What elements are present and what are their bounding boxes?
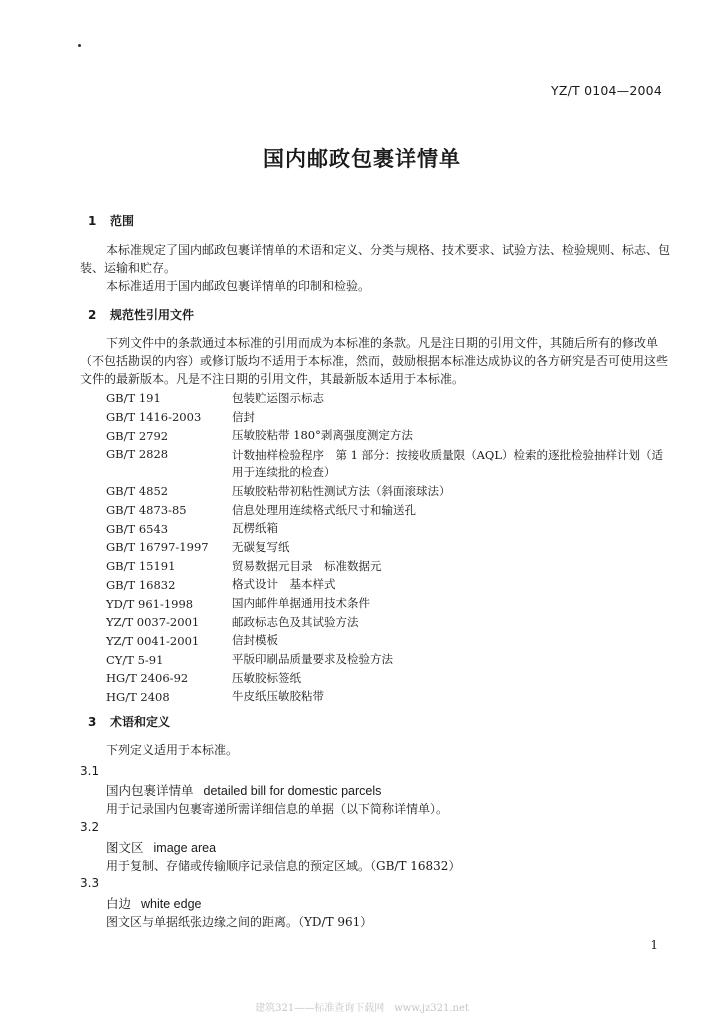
section-number: 2 (88, 308, 97, 322)
section-1-paragraph-1: 本标准规定了国内邮政包裹详情单的术语和定义、分类与规格、技术要求、试验方法、检验规则、标志、包装、运输和贮存。 (80, 243, 671, 275)
reference-title: 邮政标志色及其试验方法 (232, 614, 359, 629)
reference-row (106, 426, 666, 445)
reference-row (106, 557, 666, 576)
reference-title: 包装贮运图示标志 (232, 390, 324, 405)
reference-title: 压敏胶粘带 180°剥离强度测定方法 (232, 428, 413, 443)
reference-code: GB/T 4852 (106, 484, 169, 499)
term-definition: 用于记录国内包裹寄递所需详细信息的单据（以下简称详情单）。 (106, 802, 449, 816)
reference-title: 贸易数据元目录 标准数据元 (232, 558, 382, 573)
reference-code: HG/T 2406-92 (106, 671, 189, 686)
section-title: 术语和定义 (110, 715, 171, 729)
section-number: 1 (88, 214, 97, 228)
reference-title: 计数抽样检验程序 第 1 部分：按接收质量限（AQL）检索的逐批检验抽样计划（适用于连续批的检查） (232, 448, 663, 480)
page-number: 1 (650, 938, 658, 952)
reference-row (106, 613, 666, 632)
page-title: 国内邮政包裹详情单 (263, 147, 461, 171)
reference-row (106, 632, 666, 651)
reference-code: YZ/T 0041-2001 (106, 633, 200, 648)
reference-row (106, 538, 666, 557)
reference-row (106, 389, 666, 408)
section-number: 3 (88, 715, 97, 729)
reference-code: GB/T 191 (106, 391, 161, 406)
reference-title: 瓦楞纸箱 (232, 521, 278, 536)
normative-references-list (106, 389, 666, 706)
reference-code: GB/T 15191 (106, 559, 176, 574)
reference-code: GB/T 2828 (106, 447, 169, 462)
reference-row (106, 501, 666, 520)
reference-row (106, 408, 666, 427)
reference-title: 牛皮纸压敏胶粘带 (232, 689, 324, 704)
reference-title: 压敏胶标签纸 (232, 670, 301, 685)
clause-number: 3.3 (80, 876, 100, 890)
reference-row (106, 482, 666, 501)
section-title: 规范性引用文件 (110, 308, 195, 322)
scan-speck (78, 44, 81, 47)
standard-number: YZ/T 0104—2004 (551, 83, 662, 98)
reference-title: 信封模板 (232, 633, 278, 648)
term-heading (106, 781, 381, 799)
term-english: white edge (141, 897, 202, 911)
term-heading (106, 838, 216, 856)
reference-title: 平版印刷品质量要求及检验方法 (232, 652, 393, 667)
section-1-paragraph-2: 本标准适用于国内邮政包裹详情单的印制和检验。 (106, 279, 371, 293)
reference-code: GB/T 16832 (106, 577, 176, 592)
term-english: detailed bill for domestic parcels (203, 784, 382, 798)
term-definition: 图文区与单据纸张边缘之间的距离。（YD/T 961） (106, 915, 373, 929)
section-1-heading (88, 212, 134, 229)
watermark: 建筑321——标准查询下载网 www.jz321.net (255, 1003, 469, 1014)
term-chinese: 国内包裹详情单 (106, 783, 194, 798)
reference-title: 格式设计 基本样式 (232, 577, 336, 592)
section-2-heading (88, 306, 194, 323)
clause-number: 3.2 (80, 820, 100, 834)
clause-number: 3.1 (80, 764, 100, 778)
term-definition: 用于复制、存储或传输顺序记录信息的预定区域。（GB/T 16832） (106, 859, 461, 873)
reference-code: GB/T 2792 (106, 428, 169, 443)
reference-title: 信息处理用连续格式纸尺寸和输送孔 (232, 502, 416, 517)
reference-row (106, 519, 666, 538)
reference-title: 压敏胶粘带初粘性测试方法（斜面滚球法） (232, 483, 451, 498)
reference-code: YZ/T 0037-2001 (106, 615, 200, 630)
reference-code: GB/T 4873-85 (106, 503, 187, 518)
reference-code: CY/T 5-91 (106, 652, 164, 667)
reference-row (106, 669, 666, 688)
term-chinese: 白边 (106, 896, 132, 911)
section-title: 范围 (110, 214, 135, 228)
term-heading (106, 894, 201, 912)
reference-row (106, 576, 666, 595)
section-3-intro: 下列定义适用于本标准。 (106, 743, 239, 757)
reference-title: 国内邮件单据通用技术条件 (232, 596, 370, 611)
reference-title: 信封 (232, 409, 255, 424)
reference-code: GB/T 1416-2003 (106, 410, 202, 425)
reference-row (106, 650, 666, 669)
term-chinese: 图文区 (106, 840, 144, 855)
reference-code: YD/T 961-1998 (106, 596, 194, 611)
section-2-intro: 下列文件中的条款通过本标准的引用而成为本标准的条款。凡是注日期的引用文件，其随后所有的修改单（不包括勘误的内容）或修订版均不适用于本标准，然而，鼓励根据本标准达成协议的各方研究是否可使用这些文件的最新版本。凡是不注日期的引用文件，其最新版本适用于本标准。 (80, 336, 669, 386)
reference-row (106, 445, 666, 482)
reference-code: GB/T 16797-1997 (106, 540, 209, 555)
section-3-heading (88, 713, 170, 730)
reference-row (106, 688, 666, 707)
reference-code: HG/T 2408 (106, 689, 170, 704)
reference-row (106, 594, 666, 613)
reference-code: GB/T 6543 (106, 521, 169, 536)
reference-title: 无碳复写纸 (232, 539, 290, 554)
term-english: image area (153, 841, 217, 855)
